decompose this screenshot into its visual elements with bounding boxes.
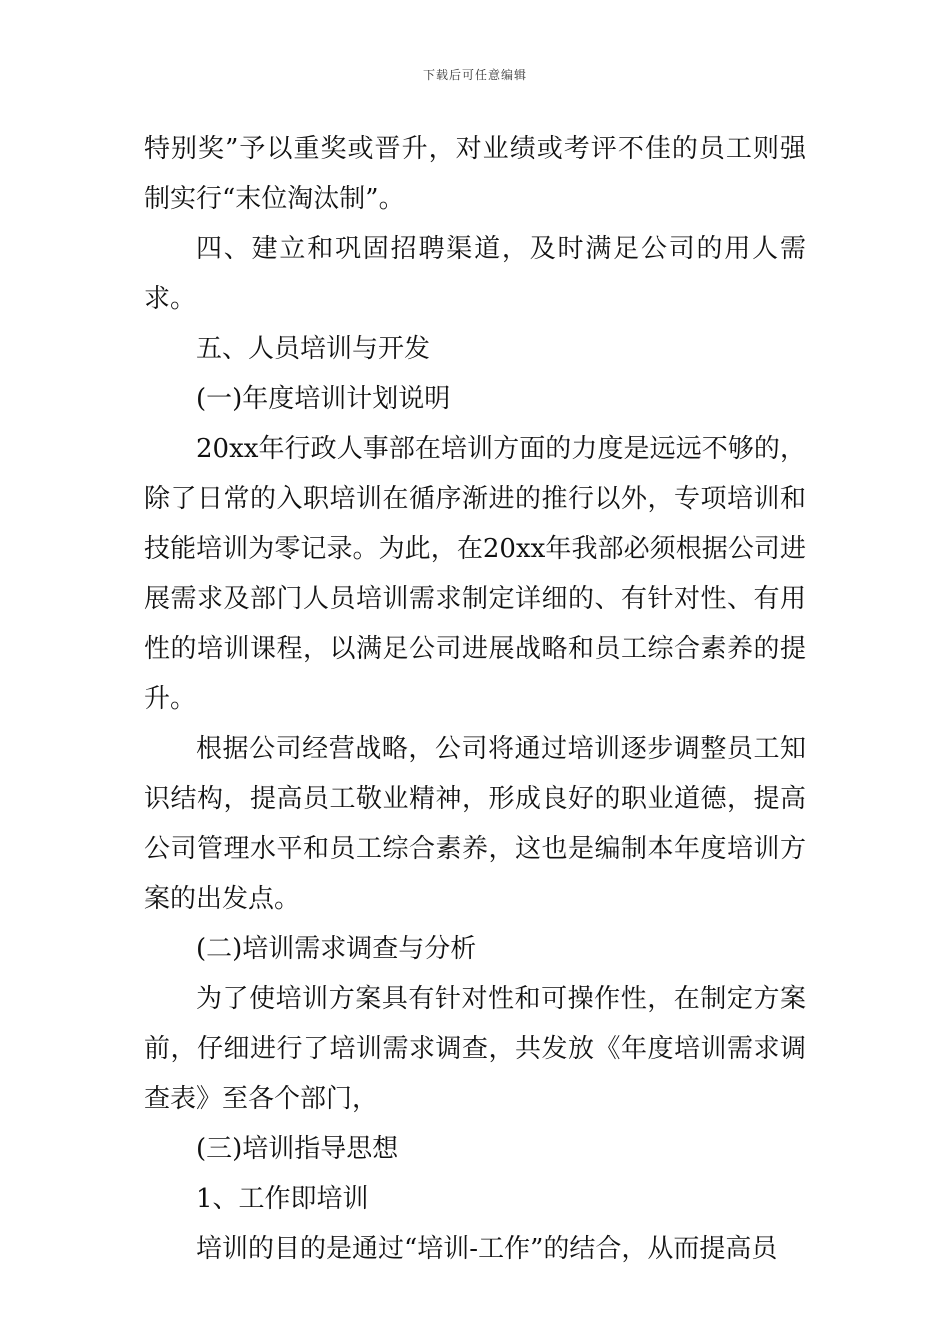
- subheading-1: (一)年度培训计划说明: [196, 384, 451, 414]
- paragraph-4: 根据公司经营战略，公司将通过培训逐步调整员工知识结构，提高员工敬业精神，形成良好的职业道德，提高公司管理水平和员工综合素养，这也是编制本年度培训方案的出发点。: [144, 734, 806, 914]
- subheading-2: (二)培训需求调查与分析: [196, 934, 477, 964]
- document-body: [144, 124, 806, 1274]
- subheading-3: (三)培训指导思想: [196, 1134, 399, 1164]
- paragraph-5: 为了使培训方案具有针对性和可操作性，在制定方案前，仔细进行了培训需求调查，共发放《年度培训需求调查表》至各个部门，: [144, 984, 806, 1114]
- paragraph-2: 四、建立和巩固招聘渠道，及时满足公司的用人需求。: [144, 234, 806, 314]
- paragraph-3: 20xx年行政人事部在培训方面的力度是远远不够的，除了日常的入职培训在循序渐进的推行以外，专项培训和技能培训为零记录。为此，在20xx年我部必须根据公司进展需求及部门人员培训需求制定详细的、有针对性、有用性的培训课程，以满足公司进展战略和员工综合素养的提升。: [144, 434, 806, 714]
- page-header: 下载后可任意编辑: [422, 68, 527, 82]
- section-heading-5: 五、人员培训与开发: [196, 334, 431, 364]
- paragraph-1: 特别奖”予以重奖或晋升，对业绩或考评不佳的员工则强制实行“末位淘汰制”。: [144, 134, 806, 214]
- paragraph-6: 培训的目的是通过“培训-工作”的结合，从而提高员: [196, 1234, 778, 1264]
- list-heading-1: 1、工作即培训: [196, 1184, 369, 1214]
